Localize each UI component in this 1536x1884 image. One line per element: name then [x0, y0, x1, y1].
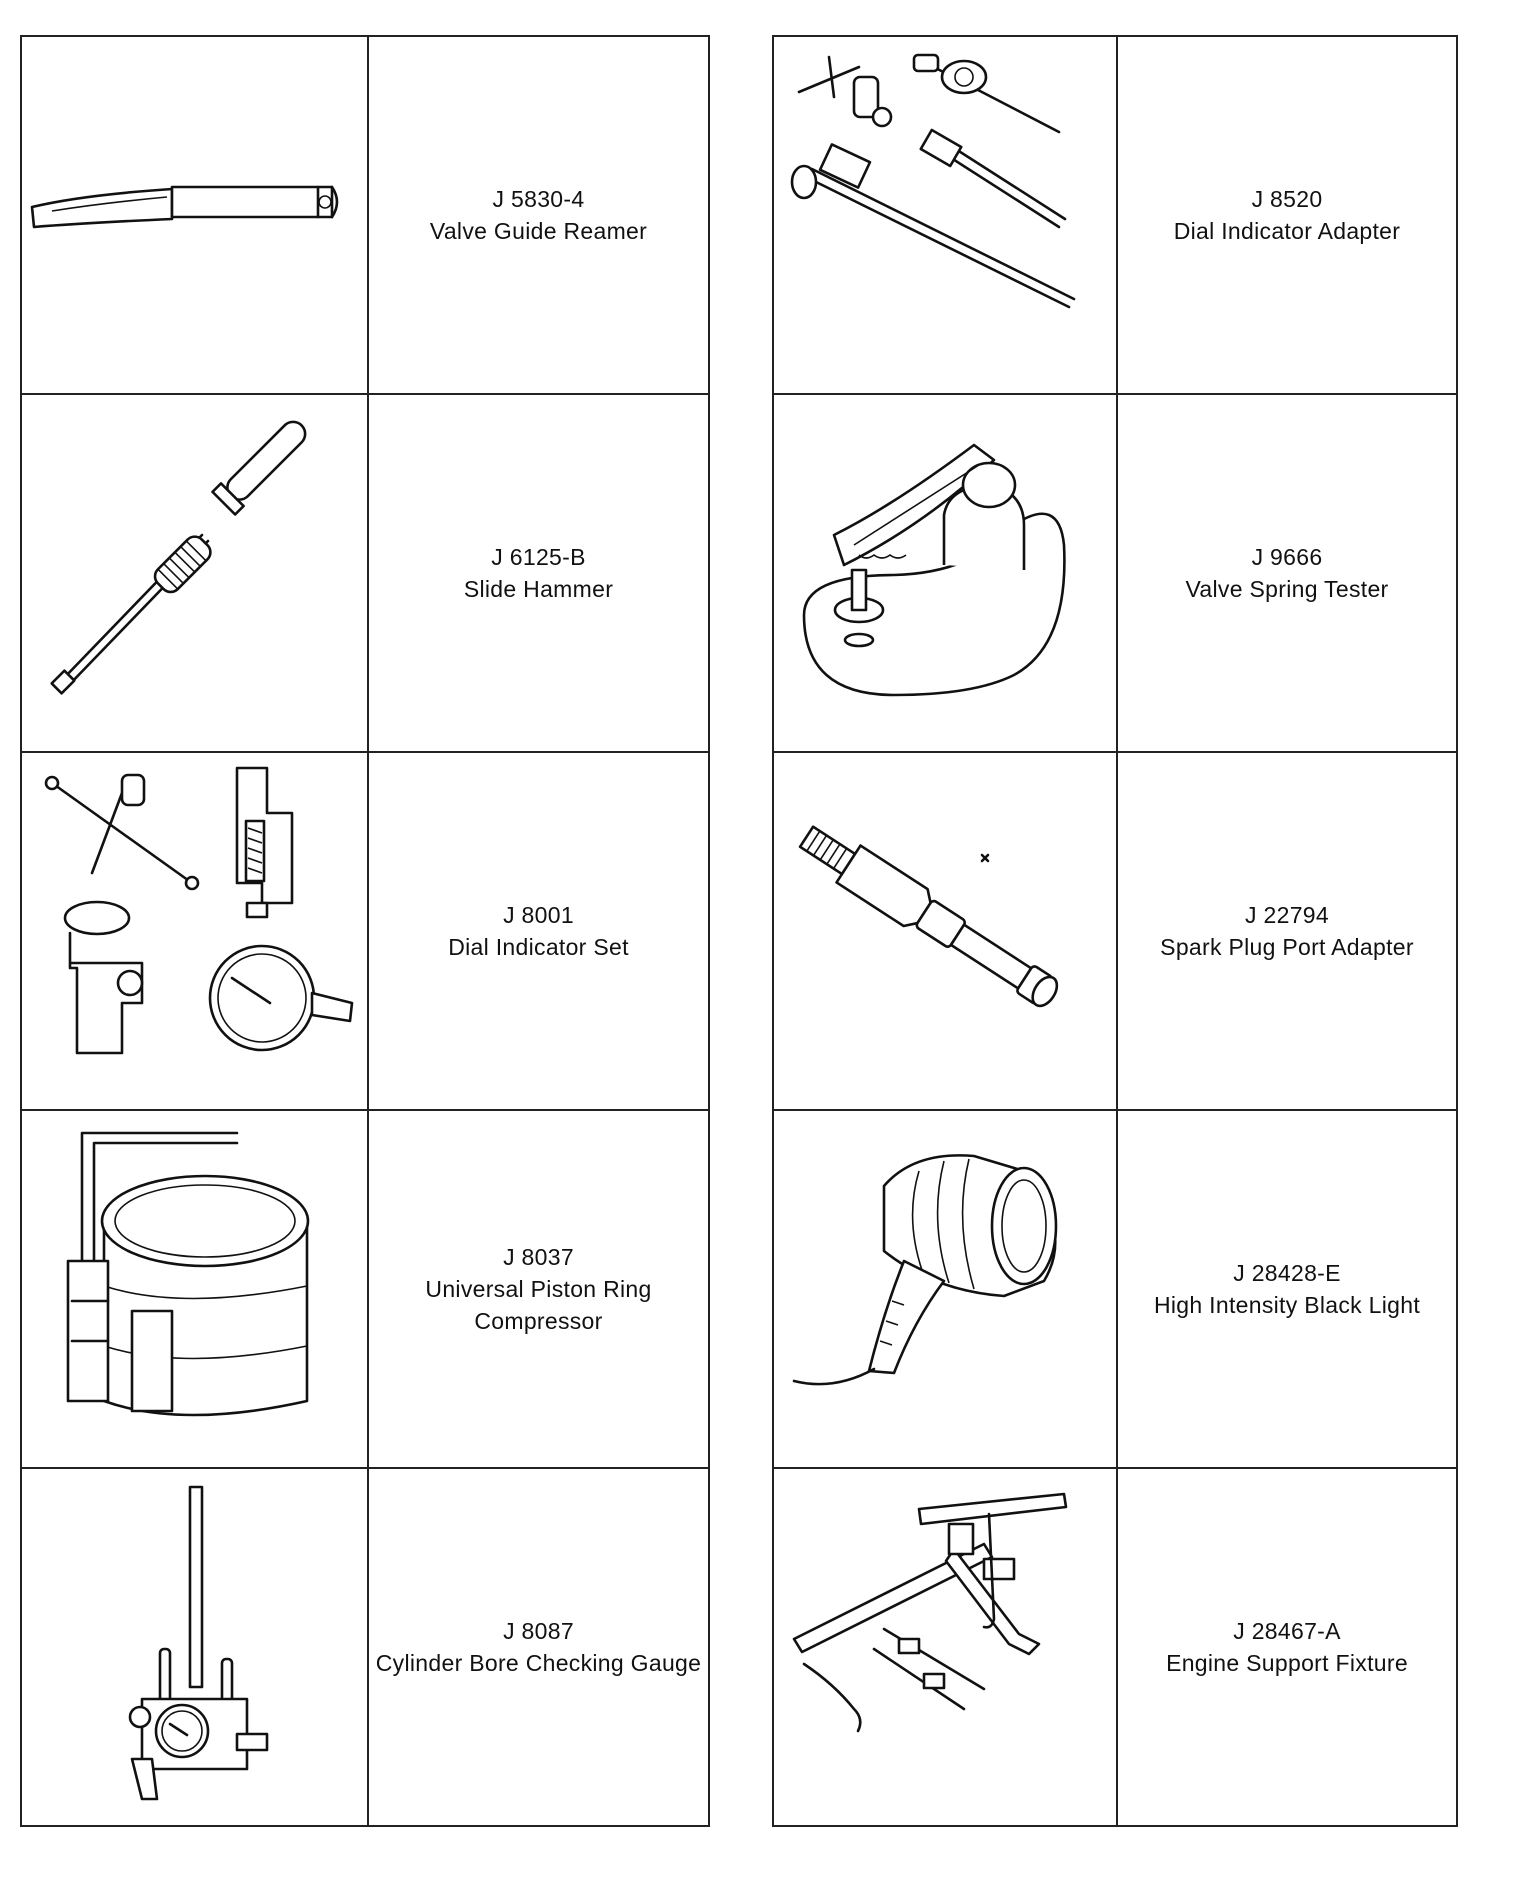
table-row	[773, 36, 1457, 394]
tool-image-cell	[21, 36, 368, 394]
tool-image-cell	[773, 752, 1117, 1110]
tool-name: Valve Guide Reamer	[429, 218, 648, 244]
tool-image-cell	[21, 394, 368, 752]
table-row	[21, 394, 709, 752]
tool-label-cell	[368, 36, 709, 394]
tool-number: J 28428-E	[1233, 1260, 1341, 1286]
table-row	[773, 1468, 1457, 1826]
table-row	[773, 752, 1457, 1110]
tool-image-cell	[773, 1468, 1117, 1826]
tool-number: J 8037	[503, 1244, 574, 1270]
tool-name: Engine Support Fixture	[1166, 1650, 1408, 1676]
tool-name: Dial Indicator Set	[448, 934, 629, 960]
tool-number: J 8520	[1251, 186, 1323, 212]
tool-label-cell	[1117, 394, 1457, 752]
tool-number: J 8087	[503, 1618, 574, 1644]
tool-label-cell	[368, 394, 709, 752]
table-row	[21, 752, 709, 1110]
tool-name: Valve Spring Tester	[1185, 576, 1389, 602]
tool-number: J 5830-4	[492, 186, 585, 212]
tool-number: J 6125-B	[491, 544, 586, 570]
tool-name: High Intensity Black Light	[1153, 1292, 1421, 1318]
tool-label-cell	[368, 752, 709, 1110]
tool-label-cell	[368, 1468, 709, 1826]
table-row	[773, 1110, 1457, 1468]
tool-image-cell	[21, 752, 368, 1110]
piston-ring-compressor-icon	[22, 1111, 367, 1467]
slide-hammer-icon	[22, 395, 367, 751]
tool-table-left	[20, 35, 710, 1827]
tool-name: Cylinder Bore Checking Gauge	[375, 1650, 702, 1676]
tool-image-cell	[21, 1468, 368, 1826]
table-row	[21, 1468, 709, 1826]
tool-image-cell	[773, 1110, 1117, 1468]
tool-image-cell	[773, 394, 1117, 752]
tool-label-cell	[1117, 1468, 1457, 1826]
black-light-icon	[774, 1111, 1116, 1467]
dial-indicator-set-icon	[22, 753, 367, 1109]
spark-plug-port-adapter-icon	[774, 753, 1116, 1109]
tool-number: J 28467-A	[1233, 1618, 1341, 1644]
tool-name: Universal Piston Ring Compressor	[425, 1276, 652, 1334]
valve-spring-tester-icon	[774, 395, 1116, 751]
table-row	[21, 36, 709, 394]
tool-number: J 9666	[1251, 544, 1323, 570]
tool-label-cell	[1117, 1110, 1457, 1468]
tool-table-right	[772, 35, 1458, 1827]
cylinder-bore-gauge-icon	[22, 1469, 367, 1825]
dial-indicator-adapter-icon	[774, 37, 1116, 393]
table-row	[21, 1110, 709, 1468]
tool-name: Slide Hammer	[463, 576, 614, 602]
engine-support-fixture-icon	[774, 1469, 1116, 1825]
valve-guide-reamer-icon	[22, 37, 367, 393]
tool-name: Dial Indicator Adapter	[1173, 218, 1401, 244]
tool-label-cell	[1117, 752, 1457, 1110]
tool-label-cell	[368, 1110, 709, 1468]
table-row	[773, 394, 1457, 752]
tool-label-cell	[1117, 36, 1457, 394]
tool-number: J 8001	[503, 902, 574, 928]
tool-image-cell	[21, 1110, 368, 1468]
tool-number: J 22794	[1245, 902, 1329, 928]
tool-image-cell	[773, 36, 1117, 394]
tool-name: Spark Plug Port Adapter	[1160, 934, 1414, 960]
